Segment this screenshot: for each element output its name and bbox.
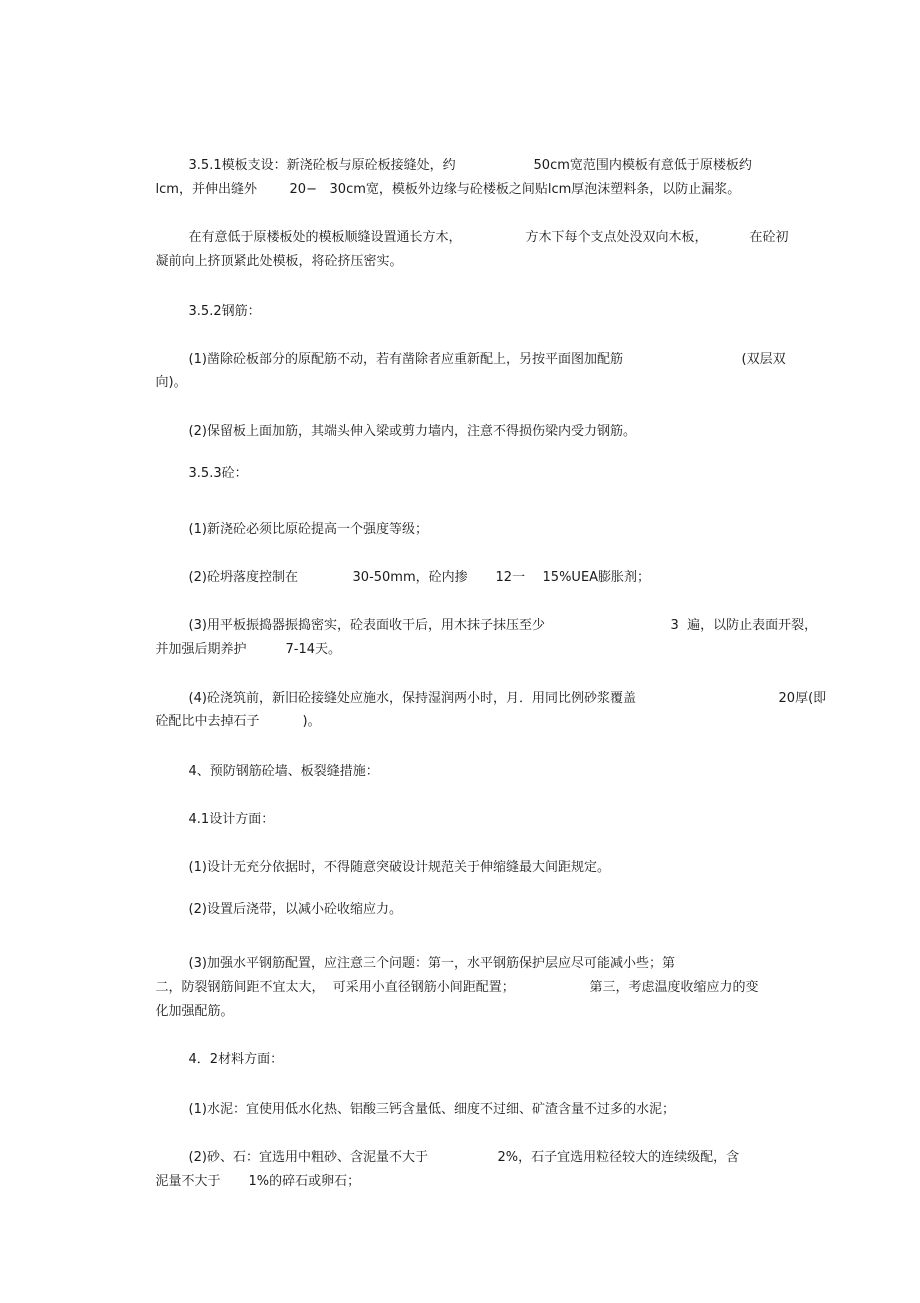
text-line xyxy=(232,1156,360,1207)
text-segment: 20厚(即 xyxy=(778,691,827,706)
text-segment: 4、预防钢筋砼墙、板裂缝措施： xyxy=(188,764,379,779)
text-line xyxy=(481,1132,739,1183)
text-segment: 泥量不大于 xyxy=(155,1174,221,1189)
text-segment: 7-14天。 xyxy=(285,642,342,657)
text-segment: )。 xyxy=(302,714,321,729)
text-line xyxy=(286,696,321,747)
text-segment: 3.5.1模板支设：新浇砼板与原砼板接缝处，约 xyxy=(188,158,456,173)
text-segment: (4)砼浇筑前，新旧砼接缝处应施水，保持湿润两小时，月．用同比例砂浆覆盖 xyxy=(188,691,636,706)
text-line xyxy=(733,212,789,263)
text-line xyxy=(139,986,234,1037)
text-segment: (3)用平板振捣器振捣密实，砼表面收干后，用木抹子抹压至少 xyxy=(188,618,545,633)
text-segment: 3.5.2钢筋： xyxy=(188,304,261,319)
section-heading xyxy=(172,794,274,845)
text-line xyxy=(139,357,187,408)
text-segment: 12一 xyxy=(495,570,526,585)
text-line xyxy=(139,1156,221,1207)
section-heading xyxy=(172,286,261,337)
text-segment: 砼配比中去掉石子 xyxy=(155,714,260,729)
text-line xyxy=(509,212,708,263)
text-segment: (2)保留板上面加筋，其端头伸入梁或剪力墙内，注意不得损伤梁内受力钢筋。 xyxy=(188,424,636,439)
text-line xyxy=(654,600,817,651)
text-segment: 3 遍，以防止表面开裂， xyxy=(670,618,818,633)
text-line xyxy=(172,1084,675,1135)
text-segment: 在有意低于原楼板处的模板顺缝设置通长方木， xyxy=(188,230,462,245)
text-segment: 并加强后期养护 xyxy=(155,642,247,657)
text-segment: 在砼初 xyxy=(749,230,789,245)
text-segment: 2%，石子宜选用粒径较大的连续级配，含 xyxy=(497,1150,740,1165)
text-segment: 4．2材料方面： xyxy=(188,1052,284,1067)
text-segment: 向)。 xyxy=(155,375,187,390)
text-segment: 20− xyxy=(289,182,317,197)
text-segment: (1)新浇砼必须比原砼提高一个强度等级； xyxy=(188,522,428,537)
section-heading xyxy=(172,448,248,499)
text-segment: 1%的碎石或卵石； xyxy=(248,1174,361,1189)
text-segment: (2)砼坍落度控制在 xyxy=(188,570,298,585)
text-line xyxy=(479,552,525,603)
text-segment: (2)设置后浇带，以减小砼收缩应力。 xyxy=(188,902,402,917)
text-line xyxy=(172,334,623,385)
text-line xyxy=(139,236,403,287)
section-heading xyxy=(172,746,379,797)
text-segment: (双层双 xyxy=(741,352,786,367)
text-segment: (3)加强水平钢筋配置，应注意三个问题：第一，水平钢筋保护层应尽可能减小些；第 xyxy=(188,956,675,971)
text-segment: 第三，考虑温度收缩应力的变 xyxy=(589,980,759,995)
text-line xyxy=(139,164,257,215)
text-line xyxy=(139,624,247,675)
text-line xyxy=(313,164,740,215)
text-segment: lcm，并伸出缝外 xyxy=(155,182,257,197)
text-segment: 30-50mm，砼内掺 xyxy=(352,570,468,585)
text-segment: (1)凿除砼板部分的原配筋不动，若有凿除者应重新配上，另按平面图加配筋 xyxy=(188,352,623,367)
text-segment: 4.1设计方面： xyxy=(188,812,275,827)
text-line xyxy=(139,696,260,747)
text-line xyxy=(172,884,402,935)
text-segment: 凝前向上挤顶紧此处模板，将砼挤压密实。 xyxy=(155,254,403,269)
text-segment: (2)砂、石：宜选用中粗砂、含泥量不大于 xyxy=(188,1150,428,1165)
text-segment: (1)水泥：宜使用低水化热、铝酸三钙含量低、细度不过细、矿渣含量不过多的水泥； xyxy=(188,1102,675,1117)
text-line xyxy=(269,624,341,675)
section-heading xyxy=(172,1034,283,1085)
text-segment: 30cm宽，模板外边缘与砼楼板之间贴lcm厚泡沫塑料条，以防止漏浆。 xyxy=(329,182,741,197)
text-segment: 二，防裂钢筋间距不宜太大， 可采用小直径钢筋小间距配置； xyxy=(155,980,515,995)
text-line xyxy=(172,504,428,555)
text-line xyxy=(762,673,826,724)
text-line xyxy=(336,552,468,603)
text-segment: 化加强配筋。 xyxy=(155,1004,234,1019)
text-line xyxy=(172,552,298,603)
text-line xyxy=(573,962,759,1013)
text-segment: (1)设计无充分依据时，不得随意突破设计规范关于伸缩缝最大间距规定。 xyxy=(188,860,610,875)
text-line xyxy=(725,334,786,385)
text-segment: 50cm宽范围内模板有意低于原楼板约 xyxy=(533,158,752,173)
text-segment: 方木下每个支点处没双向木板， xyxy=(525,230,708,245)
text-line xyxy=(273,164,317,215)
text-segment: 3.5.3砼： xyxy=(188,466,248,481)
text-line xyxy=(526,552,650,603)
text-segment: 15%UEA膨胀剂； xyxy=(542,570,651,585)
